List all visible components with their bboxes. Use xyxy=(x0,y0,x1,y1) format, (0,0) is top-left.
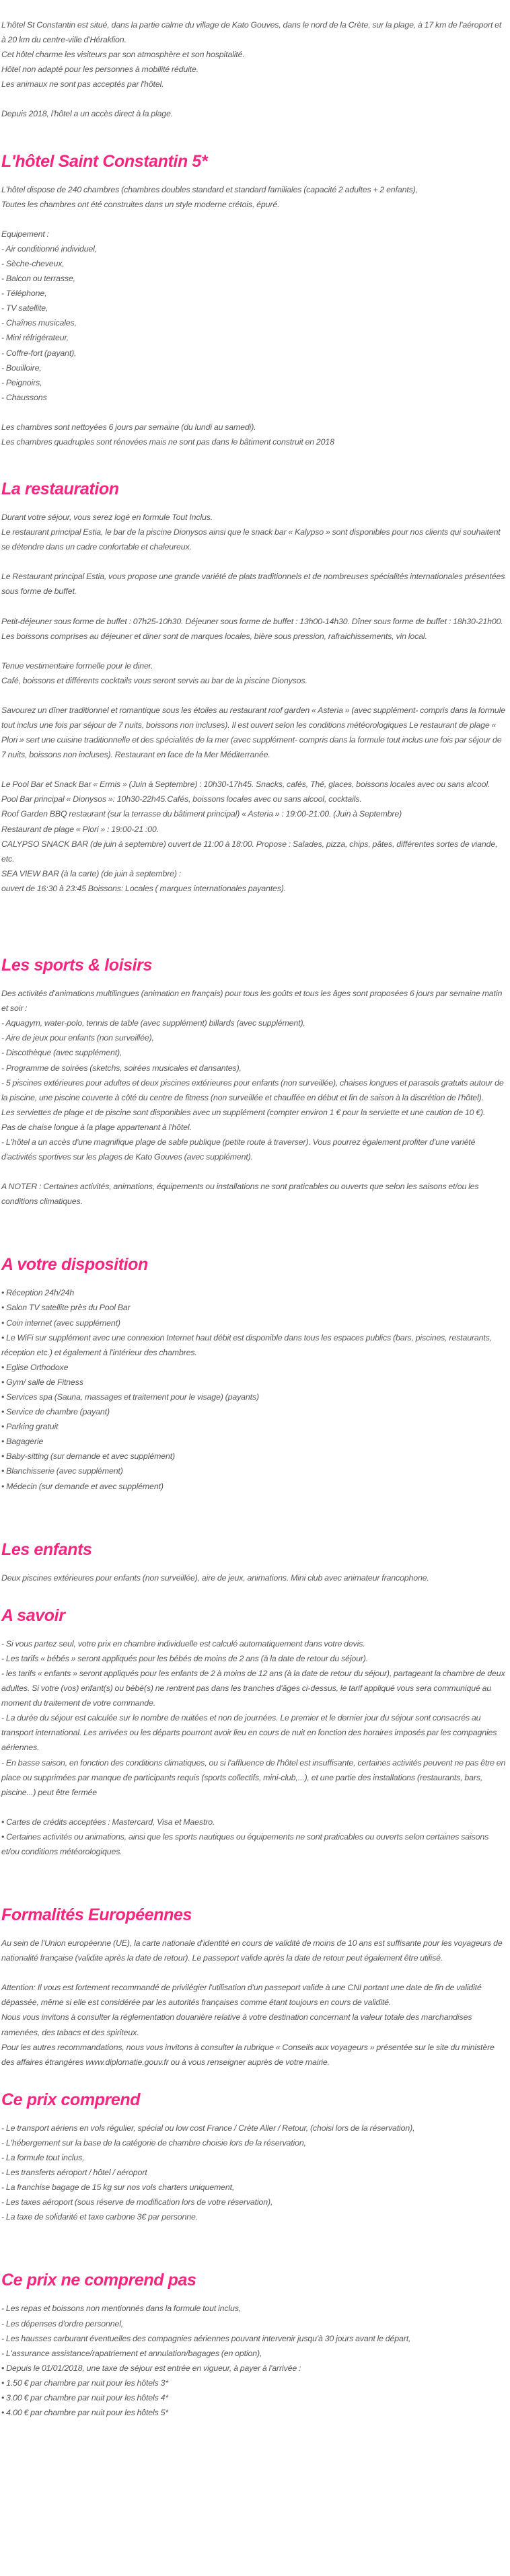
hotel-description-1: Toutes les chambres ont été construites dans un style moderne crétois, épuré. xyxy=(1,199,280,209)
restauration-p4-0: Tenue vestimentaire formelle pour le diner. xyxy=(1,660,153,671)
equipment-item: - Peignoirs, xyxy=(1,377,42,387)
disposition-item: • Parking gratuit xyxy=(1,1419,507,1434)
disposition-item: • Réception 24h/24h xyxy=(1,1285,507,1300)
section-heading-restauration: La restauration xyxy=(1,480,119,499)
sports-item: - Discothèque (avec supplément), xyxy=(1,1048,122,1058)
disposition-item: • Eglise Orthodoxe xyxy=(1,1360,507,1375)
spacer xyxy=(1,405,507,420)
equipment-item: - Chaînes musicales, xyxy=(1,318,77,328)
equipment-item: - Téléphone, xyxy=(1,289,47,299)
spacer xyxy=(1,1209,507,1254)
spacer xyxy=(1,599,507,614)
section-heading-sports: Les sports & loisirs xyxy=(1,956,153,975)
formalites-paragraph-0: Au sein de l'Union européenne (UE), la carte nationale d'identité en cours de validité de moins de 10 ans est suffisante pour les voyageurs de nationalité française (validite après la date de retour). Le passeport valide après la date de retour peut également être utilisé. xyxy=(1,1938,503,1963)
disposition-item: • Médecin (sur demande et avec supplément) xyxy=(1,1479,507,1494)
intro-block xyxy=(1,17,507,91)
section-heading-savoir: A savoir xyxy=(1,1605,65,1625)
sports-item: Les serviettes de plage et de piscine sont disponibles avec un supplément (compter environ 1 € pour la serviette et une caution de 10 €). xyxy=(1,1107,486,1117)
restauration-p2-0: Le Restaurant principal Estia, vous propose une grande variété de plats traditionnels et de nombreuses spécialités internationales présentées sous forme de buffet. xyxy=(1,572,505,597)
disposition-item: • Services spa (Sauna, massages et traitement pour le visage) (payants) xyxy=(1,1390,507,1404)
prix-comprend-item: - La formule tout inclus, xyxy=(1,2153,85,2162)
formalites-paragraph-1: Attention: Il vous est fortement recommandé de privilégier l'utilisation d'un passeport valide à une CNI portant une date de fin de validité dépassée, même si elle est considérée par les autorités françaises comme étant toujours en cours de validité. xyxy=(1,1983,482,2008)
savoir-item: - La durée du séjour est calculée sur le nombre de nuitées et non de journées. Le premier et le dernier jour du séjour sont consacrés au transport international. Les arrivées ou les départs pourront avoir lieu en cours de nuit en fonction des horaires imposés par les compagnies aériennes. xyxy=(1,1713,497,1753)
equipment-item: - TV satellite, xyxy=(1,303,48,313)
spacer xyxy=(1,1164,507,1179)
section-heading-formalites: Formalités Européennes xyxy=(1,1905,192,1925)
enfants-text: Deux piscines extérieures pour enfants (non surveillée), aire de jeux, animations. Mini club avec animateur francophone. xyxy=(1,1573,429,1583)
sports-item: - Programme de soirées (sketchs, soirées musicales et dansantes), xyxy=(1,1063,242,1073)
restauration-p6-2: Roof Garden BBQ restaurant (sur la terrasse du bâtiment principal) « Asteria » : 19:00-21:00. (Juin à Septembre) xyxy=(1,809,402,819)
prix-ne-comprend-pas-item: - Les hausses carburant éventuelles des compagnies aériennes pouvant intervenir jusqu'à 30 jours avant le départ, xyxy=(1,2333,411,2343)
sports-item: Pas de chaise longue à la plage appartenant à l'hôtel. xyxy=(1,1122,192,1132)
disposition-item: • Le WiFi sur supplément avec une connexion Internet haut débit est disponible dans tous les espaces publics (bars, piscines, restaurants, réception etc.) et également à l'intérieur des chambres. xyxy=(1,1330,507,1360)
spacer xyxy=(1,1965,507,1980)
spacer xyxy=(1,2110,507,2121)
equipment-list xyxy=(1,241,507,405)
savoir-list xyxy=(1,1636,507,1800)
section-heading-hotel: L'hôtel Saint Constantin 5* xyxy=(1,151,208,171)
prix-comprend-item: - Le transport aériens en vols régulier, spécial ou low cost France / Crète Aller / Retour, (choisi lors de la réservation), xyxy=(1,2123,415,2133)
prix-comprend-list xyxy=(1,2121,507,2225)
spacer xyxy=(1,1275,507,1285)
equipment-item: - Sèche-cheveux, xyxy=(1,258,65,268)
sports-list xyxy=(1,1016,507,1164)
savoir-item: - les tarifs « enfants » seront appliqués pour les enfants de 2 à moins de 12 ans (à la date de retour du séjour), partageant la chambre de deux adultes. Si votre (vos) enfant(s) ou bébé(s) ne rentrent pas dans les tranches d'âges ci-dessus, le tarif appliqué vous sera communiqué au moment du traitement de votre commande. xyxy=(1,1668,505,1708)
taxe-sejour-intro: • Depuis le 01/01/2018, une taxe de séjour est entrée en vigueur, à payer à l'arrivée : xyxy=(1,2361,507,2376)
taxe-sejour-5-etoiles: • 4.00 € par chambre par nuit pour les hôtels 5* xyxy=(1,2405,507,2420)
spacer xyxy=(1,1925,507,1936)
intro-line-2: Hôtel non adapté pour les personnes à mobilité réduite. xyxy=(1,65,199,75)
restauration-p6-1: Pool Bar principal « Dionysos »: 10h30-22h45.Cafés, boissons locales avec ou sans alcool, cocktails. xyxy=(1,794,362,804)
spacer xyxy=(1,2070,507,2090)
equipment-item: - Bouilloire, xyxy=(1,363,42,373)
section-heading-enfants: Les enfants xyxy=(1,1540,92,1559)
intro-line-1: Cet hôtel charme les visiteurs par son atmosphère et son hospitalité. xyxy=(1,50,245,60)
disposition-item: • Coin internet (avec supplément) xyxy=(1,1316,507,1330)
disposition-item: • Bagagerie xyxy=(1,1434,507,1449)
spacer xyxy=(1,762,507,777)
hotel-note-0: Les chambres sont nettoyées 6 jours par semaine (du lundi au samedi). xyxy=(1,422,256,432)
spacer xyxy=(1,1626,507,1636)
spacer xyxy=(1,499,507,510)
intro-line-3: Les animaux ne sont pas acceptés par l'hôtel. xyxy=(1,79,164,89)
section-heading-prix-ne-comprend-pas: Ce prix ne comprend pas xyxy=(1,2271,196,2290)
disposition-item: • Blanchisserie (avec supplément) xyxy=(1,1464,507,1478)
restauration-p4-1: Café, boissons et différents cocktails vous seront servis au bar de la piscine Dionysos. xyxy=(1,675,307,685)
spacer xyxy=(1,1494,507,1540)
disposition-item: • Gym/ salle de Fitness xyxy=(1,1375,507,1390)
spacer xyxy=(1,122,507,151)
equipment-item: - Coffre-fort (payant), xyxy=(1,348,77,358)
savoir-item: - Si vous partez seul, votre prix en chambre individuelle est calculé automatiquement dans votre devis. xyxy=(1,1638,365,1649)
restauration-p1-0: Durant votre séjour, vous serez logé en formule Tout Inclus. xyxy=(1,513,213,523)
disposition-item: • Salon TV satellite près du Pool Bar xyxy=(1,1300,507,1315)
sports-item: - L'hôtel a un accès d'une magnifique plage de sable publique (petite route à traverser). Vous pourrez également profiter d'une variété d'activités sportives sur les plages de Kato Gouves (avec supplément). xyxy=(1,1137,476,1162)
spacer xyxy=(1,172,507,182)
spacer xyxy=(1,644,507,658)
equipment-item: - Chaussons xyxy=(1,392,47,402)
spacer xyxy=(1,212,507,227)
spacer xyxy=(1,554,507,569)
sports-item: - Aquagym, water-polo, tennis de table (avec supplément) billards (avec supplément), xyxy=(1,1018,305,1028)
taxe-sejour-3-etoiles: • 1.50 € par chambre par nuit pour les hôtels 3* xyxy=(1,2376,507,2390)
restauration-p6-5: SEA VIEW BAR (à la carte) (de juin à septembre) : xyxy=(1,868,182,878)
restauration-p6-6: ouvert de 16:30 à 23:45 Boissons: Locales ( marques internationales payantes). xyxy=(1,883,287,893)
equipment-item: - Balcon ou terrasse, xyxy=(1,274,75,284)
prix-comprend-item: - Les transferts aéroport / hôtel / aéroport xyxy=(1,2168,147,2178)
formalites-paragraph-3: Pour les autres recommandations, nous vous invitons à consulter la rubrique « Conseils aux voyageurs » présentée sur le site du ministère des affaires étrangères www.diplomatie.gouv.fr ou à vous renseigner auprès de votre mairie. xyxy=(1,2042,495,2067)
prix-ne-comprend-pas-item: - Les dépenses d'ordre personnel, xyxy=(1,2318,124,2328)
disposition-item: • Baby-sitting (sur demande et avec supplément) xyxy=(1,1449,507,1464)
spacer xyxy=(1,2290,507,2301)
section-heading-disposition: A votre disposition xyxy=(1,1255,148,1275)
spacer xyxy=(1,2224,507,2270)
savoir-bullet: • Certaines activités ou animations, ainsi que les sports nautiques ou équipements ne sont praticables ou ouverts selon certaines saisons et/ou conditions météorologiques. xyxy=(1,1829,507,1859)
sports-item: - Aire de jeux pour enfants (non surveillée), xyxy=(1,1033,154,1043)
prix-comprend-item: - La taxe de solidarité et taxe carbone 3€ par personne. xyxy=(1,2212,198,2222)
prix-ne-comprend-pas-item: - L'assurance assistance/rapatriement et annulation/bagages (en option), xyxy=(1,2348,262,2358)
equipment-item: - Air conditionné individuel, xyxy=(1,243,98,254)
equipment-label: Equipement : xyxy=(1,229,49,239)
section-heading-prix-comprend: Ce prix comprend xyxy=(1,2090,141,2109)
savoir-bullet-list xyxy=(1,1815,507,1859)
spacer xyxy=(1,91,507,106)
spacer xyxy=(1,688,507,703)
equipment-item: - Mini réfrigérateur, xyxy=(1,333,69,343)
savoir-item: - En basse saison, en fonction des conditions climatiques, ou si l'affluence de l'hôtel est insuffisante, certaines activités peuvent ne pas être en place ou supprimées par manque de participants requis (sports collectifs, mini-club,...), et une partie des installations (restaurants, bars, piscine...) peut être fermée xyxy=(1,1757,506,1797)
beach-access-line: Depuis 2018, l'hôtel a un accès direct à la plage. xyxy=(1,109,174,119)
prix-ne-comprend-pas-list xyxy=(1,2301,507,2420)
savoir-item: - Les tarifs « bébés » seront appliqués pour les bébés de moins de 2 ans (à la date de retour du séjour). xyxy=(1,1653,369,1663)
restauration-p3-1: Les boissons comprises au déjeuner et diner sont de marques locales, bière sous pression, rafraichissements, vin local. xyxy=(1,631,427,641)
sports-intro: Des activités d'animations multilingues (animation en français) pour tous les goûts et tous les âges sont proposées 6 jours par semaine matin et soir : xyxy=(1,989,503,1014)
hotel-note-1: Les chambres quadruples sont rénovées mais ne sont pas dans le bâtiment construit en 2018 xyxy=(1,437,334,447)
hotel-description-0: L'hôtel dispose de 240 chambres (chambres doubles standard et standard familiales (capacité 2 adultes + 2 enfants), xyxy=(1,184,418,194)
top-spacer xyxy=(1,0,507,17)
restauration-p1-1: Le restaurant principal Estia, le bar de la piscine Dionysos ainsi que le snack bar « Kalypso » sont disponibles pour nos clients qui souhaitent se détendre dans un cadre confortable et chaleureux. xyxy=(1,527,501,552)
spacer xyxy=(1,449,507,479)
prix-comprend-item: - L'hébergement sur la base de la catégorie de chambre choisie lors de la réservation, xyxy=(1,2137,306,2148)
sports-note: A NOTER : Certaines activités, animations, équipements ou installations ne sont praticables ou ouverts que selon les saisons et/ou les conditions climatiques. xyxy=(1,1182,479,1207)
restauration-p3-0: Petit-déjeuner sous forme de buffet : 07h25-10h30. Déjeuner sous forme de buffet : 13h00-14h30. Dîner sous forme de buffet : 18h30-21h00. xyxy=(1,616,503,626)
savoir-bullet: • Cartes de crédits acceptées : Mastercard, Visa et Maestro. xyxy=(1,1815,507,1829)
intro-line-0: L'hôtel St Constantin est situé, dans la partie calme du village de Kato Gouves, dans le nord de la Crète, sur la plage, à 17 km de l'aéroport et à 20 km du centre-ville d'Héraklion. xyxy=(1,20,502,45)
prix-comprend-item: - La franchise bagage de 15 kg sur nos vols charters uniquement, xyxy=(1,2183,235,2193)
spacer xyxy=(1,1560,507,1570)
spacer xyxy=(1,1800,507,1815)
spacer xyxy=(1,1859,507,1905)
restauration-p6-0: Le Pool Bar et Snack Bar « Ermis » (Juin à Septembre) : 10h30-17h45. Snacks, cafés, Thé, glaces, boissons locales avec ou sans alcool. xyxy=(1,780,490,790)
restauration-p6-3: Restaurant de plage « Plori » : 19:00-21 :00. xyxy=(1,824,159,834)
prix-comprend-item: - Les taxes aéroport (sous réserve de modification lors de votre réservation), xyxy=(1,2197,273,2207)
taxe-sejour-4-etoiles: • 3.00 € par chambre par nuit pour les hôtels 4* xyxy=(1,2390,507,2405)
prix-ne-comprend-pas-item: - Les repas et boissons non mentionnés dans la formule tout inclus, xyxy=(1,2304,242,2314)
spacer xyxy=(1,975,507,986)
spacer xyxy=(1,1585,507,1605)
disposition-list xyxy=(1,1285,507,1493)
restauration-p6-4: CALYPSO SNACK BAR (de juin à septembre) ouvert de 11:00 à 18:00. Propose : Salades, pizza, chips, pâtes, différentes sortes de viande, etc. xyxy=(1,839,498,864)
restauration-p5-0: Savourez un dîner traditionnel et romantique sous les étoiles au restaurant roof garden « Asteria » (avec supplément- compris dans la formule tout inclus une fois par séjour de 7 nuits, boissons non incluses). Il est ouvert selon les conditions météorologiques Le restaurant de plage « Plori » sert une cuisine traditionnelle et des spécialités de la mer (avec supplément- compris dans la formule tout inclus une fois par séjour de 7 nuits, boissons non incluses). Restaurant en face de la Mer Méditerranée. xyxy=(1,705,505,760)
spacer xyxy=(1,896,507,955)
sports-item: - 5 piscines extérieures pour adultes et deux piscines extérieures pour enfants (non surveillée), chaises longues et parasols gratuits autour de la piscine, une piscine couverte à côté du centre de fitness (non surveillée et chauffée en début et fin de saison à la discrétion de l'hôtel). xyxy=(1,1077,504,1102)
formalites-paragraph-2: Nous vous invitons à consulter la réglementation douanière relative à votre destination concernant la valeur totale des marchandises ramenées, des tabacs et des spiriteux. xyxy=(1,2012,472,2037)
disposition-item: • Service de chambre (payant) xyxy=(1,1404,507,1419)
